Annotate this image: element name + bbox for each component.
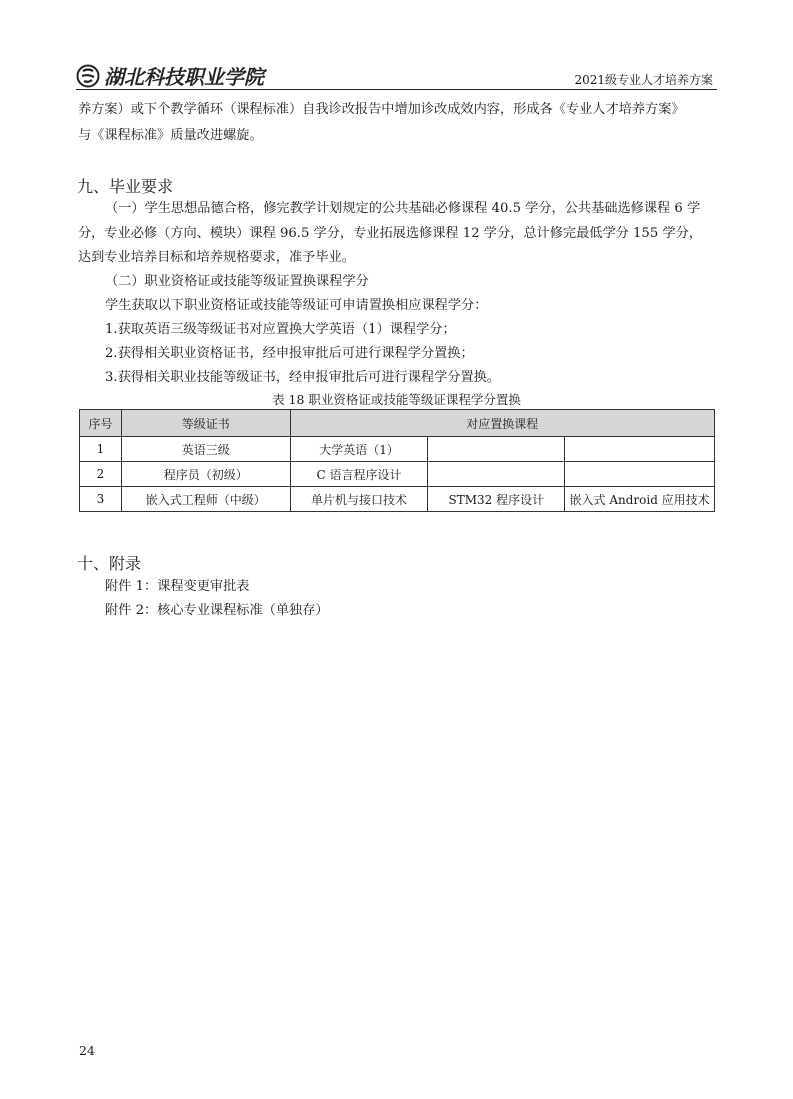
certificate-subheading: （二）职业资格证或技能等级证置换课程学分	[105, 274, 369, 289]
row-course	[565, 437, 715, 462]
row-certificate: 程序员（初级）	[121, 462, 290, 487]
header-no: 序号	[80, 410, 122, 437]
graduation-paragraph-line-1: （一）学生思想品德合格，修完教学计划规定的公共基础必修课程 40.5 学分，公共基础选修课程 6 学	[105, 201, 701, 216]
header-certificate: 等级证书	[121, 410, 290, 437]
table-row	[80, 437, 715, 462]
certificate-item-3: 3.获得相关职业技能等级证书，经申报审批后可进行课程学分置换。	[105, 370, 501, 385]
header-rule	[76, 89, 717, 90]
row-certificate: 嵌入式工程师（中级）	[121, 487, 290, 512]
attachment-2: 附件 2：核心专业课程标准（单独存）	[105, 603, 329, 618]
certificate-table	[79, 409, 715, 512]
row-certificate: 英语三级	[121, 437, 290, 462]
row-number: 2	[80, 462, 122, 487]
table-row	[80, 462, 715, 487]
graduation-paragraph-line-3: 达到专业培养目标和培养规格要求，准予毕业。	[78, 250, 355, 265]
page-header	[76, 62, 717, 92]
row-number: 3	[80, 487, 122, 512]
row-course: 大学英语（1）	[290, 437, 428, 462]
row-course: STM32 程序设计	[428, 487, 565, 512]
intro-line-2: 与《课程标准》质量改进螺旋。	[78, 128, 263, 143]
header-courses: 对应置换课程	[290, 410, 714, 437]
row-course: 嵌入式 Android 应用技术	[565, 487, 715, 512]
intro-line-1: 养方案）或下个教学循环（课程标准）自我诊改报告中增加诊改成效内容，形成各《专业人才培养方案》	[78, 102, 685, 117]
row-course: 单片机与接口技术	[290, 487, 428, 512]
certificate-item-2: 2.获得相关职业资格证书，经申报审批后可进行课程学分置换；	[105, 346, 474, 361]
document-title: 2021级专业人才培养方案	[574, 73, 713, 87]
table-caption: 表 18 职业资格证或技能等级证课程学分置换	[272, 392, 521, 407]
row-course	[428, 437, 565, 462]
certificate-item-1: 1.获取英语三级等级证书对应置换大学英语（1）课程学分；	[105, 322, 456, 337]
certificate-intro: 学生获取以下职业资格证或技能等级证可申请置换相应课程学分：	[105, 298, 488, 313]
row-course	[565, 462, 715, 487]
graduation-paragraph-line-2: 分，专业必修（方向、模块）课程 96.5 学分，专业拓展选修课程 12 学分，总计修完最低学分 155 学分，	[78, 226, 702, 241]
school-logo	[76, 62, 276, 90]
row-course	[428, 462, 565, 487]
row-number: 1	[80, 437, 122, 462]
attachment-1: 附件 1：课程变更审批表	[105, 579, 250, 594]
row-course: C 语言程序设计	[290, 462, 428, 487]
table-header-row	[80, 410, 715, 437]
section-10-heading: 十、附录	[77, 554, 142, 573]
svg-text:湖北科技职业学院: 湖北科技职业学院	[104, 65, 264, 89]
table-row	[80, 487, 715, 512]
section-9-heading: 九、毕业要求	[77, 177, 174, 196]
page-number: 24	[79, 1043, 95, 1058]
